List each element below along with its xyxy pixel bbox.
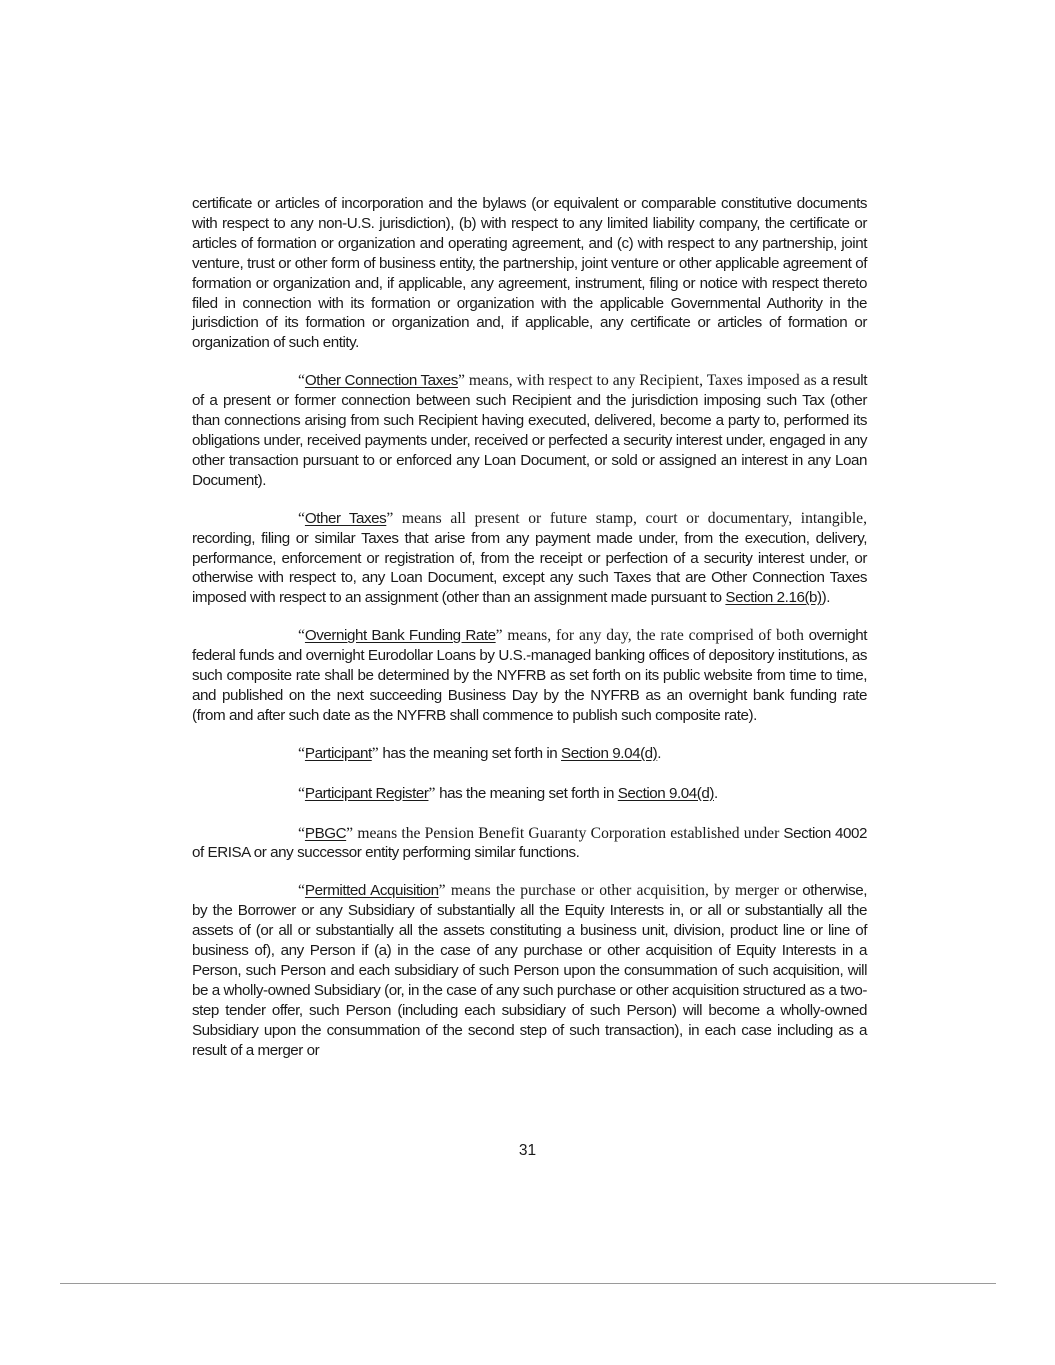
page-divider — [60, 1283, 996, 1284]
open-quote: “ — [298, 824, 305, 842]
definition-participant-register — [192, 784, 867, 804]
open-quote: “ — [298, 509, 305, 527]
definition-other-taxes — [192, 509, 867, 609]
definition-body: otherwise, by the Borrower or any Subsidiary of substantially all the Equity Interests in, or all or substantially all the assets of (or all or substantially all the assets constituting a business unit, division, product line or line of business of), any Person if (a) in the case of any purchase or other acquisition of Equity Interests in a Person, such Person and each subsidiary of such Person upon the consummation of such acquisition, will be a wholly-owned Subsidiary (or, in the case of any such purchase or other acquisition structured as a two-step tender offer, such Person (including each subsidiary of such Person) will become a wholly-owned Subsidiary upon the consummation of the second step of such transaction), in each case including as a result of a merger or — [192, 882, 867, 1059]
definition-body: has the meaning set forth in — [378, 744, 562, 762]
definition-tail: . — [657, 744, 662, 762]
section-reference: Section 9.04(d) — [617, 784, 714, 802]
document-body — [192, 194, 867, 1079]
section-reference: Section 9.04(d) — [561, 744, 658, 762]
defined-term: Participant — [304, 744, 372, 762]
paragraph-constitutive-documents: certificate or articles of incorporation and the bylaws (or equivalent or comparable constitutive documents with respect to any non-U.S. jurisdiction), (b) with respect to any limited liability company, the certificate or articles of formation or organization and operating agreement, and (c) with respect to any partnership, joint venture, trust or other form of business entity, the partnership, joint venture or other applicable agreement of formation or organization and, if applicable, any agreement, instrument, filing or notice with respect thereto filed in connection with its formation or organization with the applicable Governmental Authority in the jurisdiction of its formation or organization and, if applicable, any certificate or articles of formation or organization of such entity. — [192, 195, 867, 352]
section-reference: Section 2.16(b) — [725, 589, 822, 607]
definition-body: Section 4002 of ERISA or any successor entity performing similar functions. — [192, 824, 867, 862]
definition-lead: ” means, for any day, the rate comprised of both — [495, 627, 804, 645]
defined-term: Overnight Bank Funding Rate — [304, 627, 496, 645]
close-quote: ” — [371, 744, 379, 762]
defined-term: Other Connection Taxes — [304, 372, 458, 390]
definition-lead: ” means, with respect to any Recipient, Taxes imposed as — [457, 372, 817, 390]
definition-lead: ” means the purchase or other acquisition, by merger or — [438, 882, 798, 900]
defined-term: Participant Register — [304, 784, 429, 802]
open-quote: “ — [298, 882, 305, 900]
definition-body: recording, filing or similar Taxes that arise from any payment made under, from the execution, delivery, performance, enforcement or registration of, from the receipt or perfection of a security interest under, or otherwise with respect to, any Loan Document, except any such Taxes that are Other Connection Taxes imposed with respect to an assignment (other than an assignment made pursuant to — [192, 529, 867, 607]
definition-body: overnight federal funds and overnight Eurodollar Loans by U.S.-managed banking offices of depository institutions, as such composite rate shall be determined by the NYFRB as set forth on its public website from time to time, and published on the next succeeding Business Day by the NYFRB as an overnight bank funding rate (from and after such date as the NYFRB shall commence to publish such composite rate). — [192, 627, 868, 724]
definition-overnight-bank-funding-rate — [192, 626, 867, 726]
open-quote: “ — [298, 627, 305, 645]
definition-pbgc — [192, 824, 867, 864]
open-quote: “ — [298, 744, 305, 762]
defined-term: PBGC — [304, 824, 347, 842]
definition-body: a result of a present or former connection between such Recipient and the jurisdiction imposing such Tax (other than connections arising from such Recipient having executed, delivered, become a party to, performed its obligations under, received payments under, received or perfected a security interest under, engaged in any other transaction pursuant to or enforced any Loan Document, or sold or assigned an interest in any Loan Document). — [192, 372, 867, 489]
definition-participant — [192, 744, 867, 764]
definition-body: has the meaning set forth in — [435, 784, 618, 802]
open-quote: “ — [298, 784, 305, 802]
defined-term: Permitted Acquisition — [304, 882, 439, 900]
definition-other-connection-taxes — [192, 371, 867, 490]
open-quote: “ — [298, 372, 305, 390]
page-number: 31 — [518, 1142, 537, 1159]
definition-permitted-acquisition — [192, 881, 867, 1060]
definition-tail: . — [714, 784, 718, 802]
definition-lead: ” means all present or future stamp, court or documentary, intangible, — [386, 509, 867, 527]
definition-lead: ” means the Pension Benefit Guaranty Corporation established under — [346, 824, 780, 842]
definition-tail: ). — [821, 589, 831, 607]
close-quote: ” — [428, 784, 436, 802]
defined-term: Other Taxes — [304, 509, 387, 527]
